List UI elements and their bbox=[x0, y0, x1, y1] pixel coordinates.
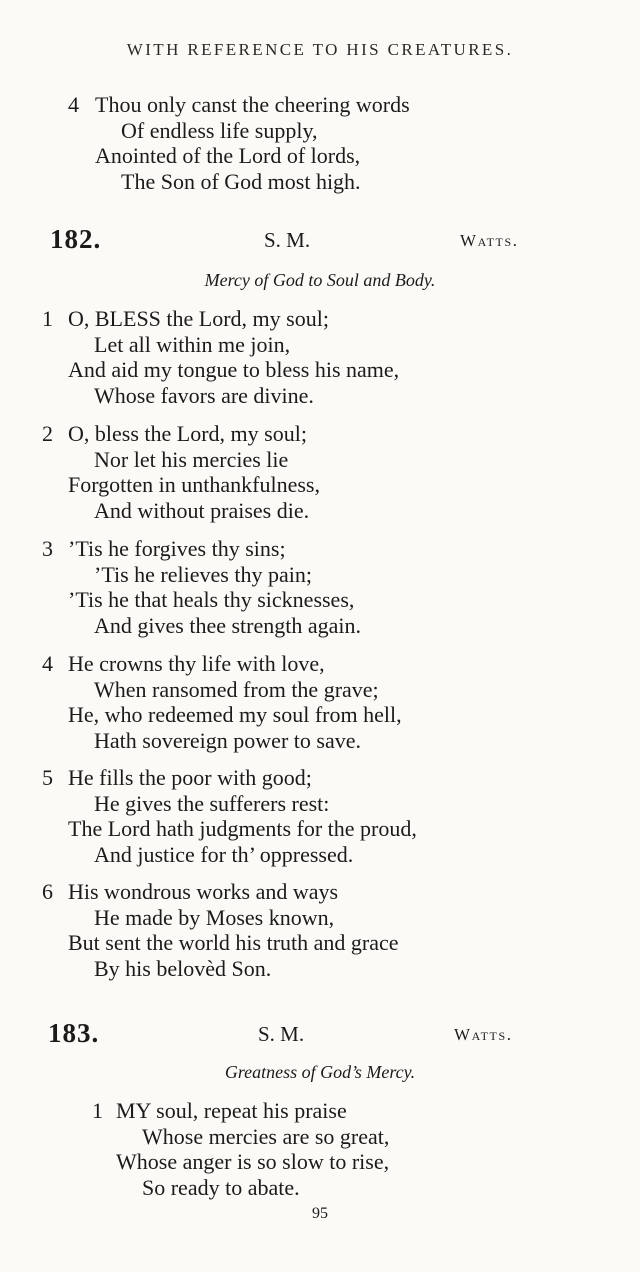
verse-line: His wondrous works and ways bbox=[68, 879, 339, 904]
stanza-continued bbox=[68, 92, 410, 194]
verse-line: Nor let his mercies lie bbox=[94, 446, 289, 472]
verse-line: And justice for th’ oppressed. bbox=[94, 841, 354, 867]
verse-line: And gives thee strength again. bbox=[94, 612, 361, 638]
hymn-number: 183. bbox=[48, 1018, 100, 1048]
verse-line: MY soul, repeat his praise bbox=[116, 1098, 347, 1123]
verse-line: ’Tis he forgives thy sins; bbox=[68, 536, 286, 561]
verse-line: Let all within me join, bbox=[94, 331, 291, 357]
verse-line: He, who redeemed my soul from hell, bbox=[68, 702, 402, 727]
stanza bbox=[42, 306, 399, 408]
verse-line: Forgotten in unthankfulness, bbox=[68, 472, 320, 497]
stanza-number: 5 bbox=[42, 765, 53, 790]
verse-line: The Son of God most high. bbox=[121, 168, 361, 194]
verse-line: Thou only canst the cheering words bbox=[95, 92, 410, 117]
verse-line: Whose favors are divine. bbox=[94, 382, 314, 408]
verse-line: Hath sovereign power to save. bbox=[94, 727, 361, 753]
hymn-header bbox=[0, 224, 640, 258]
verse-line: But sent the world his truth and grace bbox=[68, 930, 399, 955]
verse-line: By his belovèd Son. bbox=[94, 955, 272, 981]
hymn-title: Greatness of God’s Mercy. bbox=[224, 1062, 416, 1082]
page-number: 95 bbox=[312, 1205, 328, 1222]
stanza-number: 4 bbox=[68, 92, 79, 117]
hymn-author: Watts. bbox=[460, 231, 519, 250]
verse-line: O, BLESS the Lord, my soul; bbox=[68, 306, 329, 331]
verse-line: So ready to abate. bbox=[142, 1174, 300, 1200]
verse-line: ’Tis he that heals thy sicknesses, bbox=[68, 587, 355, 612]
verse-line: ’Tis he relieves thy pain; bbox=[94, 561, 312, 587]
stanza bbox=[42, 879, 399, 981]
running-head: WITH REFERENCE TO HIS CREATURES. bbox=[126, 40, 514, 59]
stanza-number: 3 bbox=[42, 536, 53, 561]
hymn-author: Watts. bbox=[454, 1025, 513, 1044]
stanza-number: 6 bbox=[42, 879, 53, 904]
stanza-number: 1 bbox=[42, 306, 53, 331]
verse-line: He made by Moses known, bbox=[94, 904, 335, 930]
stanza-number: 4 bbox=[42, 651, 53, 676]
verse-line: When ransomed from the grave; bbox=[94, 676, 379, 702]
hymn-number: 182. bbox=[50, 224, 102, 254]
hymn-meter: S. M. bbox=[264, 228, 311, 252]
verse-line: The Lord hath judgments for the proud, bbox=[68, 816, 417, 841]
stanza bbox=[92, 1098, 389, 1200]
hymn-header bbox=[0, 1018, 640, 1052]
verse-line: He fills the poor with good; bbox=[68, 765, 312, 790]
verse-line: And without praises die. bbox=[94, 497, 310, 523]
hymn-title: Mercy of God to Soul and Body. bbox=[204, 270, 436, 290]
stanza bbox=[42, 765, 417, 867]
stanza bbox=[42, 421, 320, 523]
verse-line: Anointed of the Lord of lords, bbox=[95, 143, 361, 168]
verse-line: O, bless the Lord, my soul; bbox=[68, 421, 307, 446]
hymn-meter: S. M. bbox=[258, 1022, 305, 1046]
stanza-number: 1 bbox=[92, 1098, 103, 1123]
verse-line: He gives the sufferers rest: bbox=[94, 790, 330, 816]
verse-line: He crowns thy life with love, bbox=[68, 651, 325, 676]
stanza bbox=[42, 536, 361, 638]
stanza bbox=[42, 651, 402, 753]
verse-line: Whose mercies are so great, bbox=[142, 1123, 390, 1149]
stanza-number: 2 bbox=[42, 421, 53, 446]
verse-line: Whose anger is so slow to rise, bbox=[116, 1149, 390, 1174]
verse-line: Of endless life supply, bbox=[121, 117, 318, 143]
verse-line: And aid my tongue to bless his name, bbox=[68, 357, 400, 382]
